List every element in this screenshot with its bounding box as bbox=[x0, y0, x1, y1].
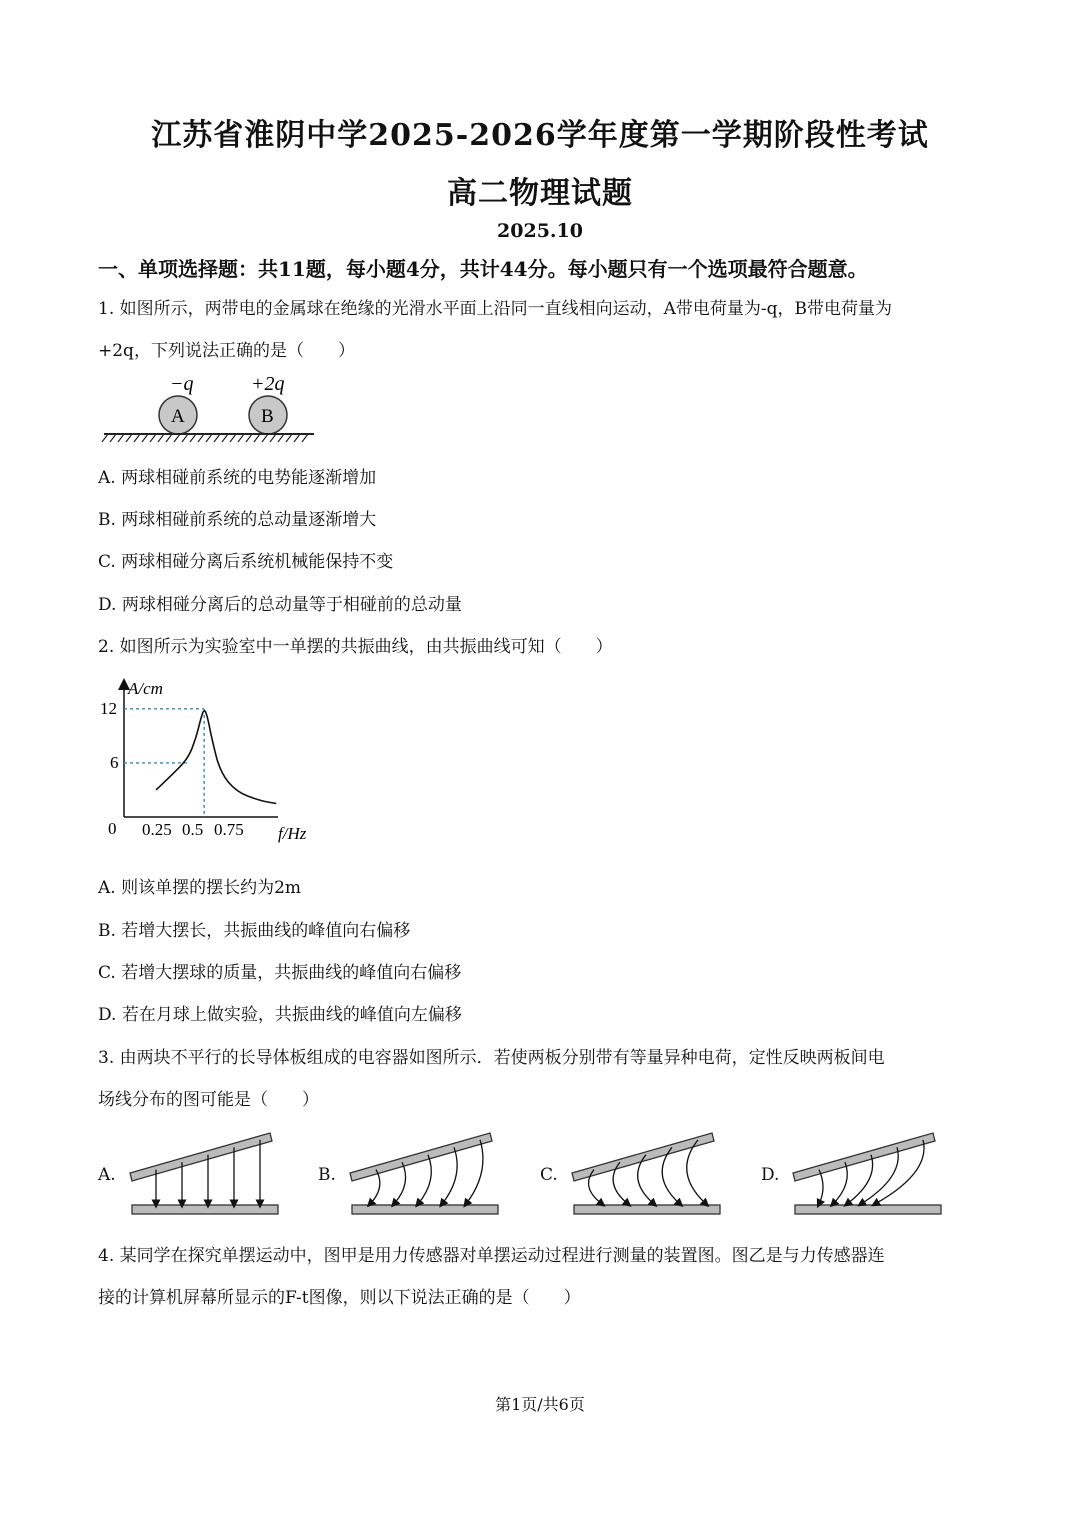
q3-figure-d bbox=[783, 1125, 953, 1220]
hatch-mark bbox=[118, 434, 124, 442]
x-axis-label: f/Hz bbox=[278, 824, 307, 843]
q2-option-d: D. 若在月球上做实验，共振曲线的峰值向左偏移 bbox=[98, 1005, 462, 1025]
ball-b-charge: +2q bbox=[251, 373, 285, 395]
ball-a-label: A bbox=[171, 406, 185, 427]
upper-plate bbox=[350, 1133, 492, 1181]
exam-date: 2025.10 bbox=[497, 220, 583, 242]
hatch-mark bbox=[190, 434, 196, 442]
q1-option-d: D. 两球相碰分离后的总动量等于相碰前的总动量 bbox=[98, 595, 462, 615]
lower-plate bbox=[795, 1205, 941, 1214]
hatch-mark bbox=[126, 434, 132, 442]
field-line bbox=[819, 1170, 823, 1204]
q3-figure-c bbox=[562, 1125, 732, 1220]
q4-text-line2: 接的计算机屏幕所显示的F-t图像，则以下说法正确的是（ ） bbox=[98, 1288, 581, 1308]
hatch-mark bbox=[294, 434, 300, 442]
hatch-mark bbox=[278, 434, 284, 442]
q3-option-d-label: D. bbox=[761, 1165, 780, 1185]
hatch-mark bbox=[286, 434, 292, 442]
field-line bbox=[662, 1147, 680, 1204]
q2-text-line1: 2. 如图所示为实验室中一单摆的共振曲线，由共振曲线可知（ ） bbox=[98, 637, 613, 657]
field-line bbox=[687, 1140, 706, 1204]
resonance-curve bbox=[156, 711, 276, 804]
hatch-mark bbox=[230, 434, 236, 442]
hatch-mark bbox=[134, 434, 140, 442]
hatch-mark bbox=[174, 434, 180, 442]
hatch-mark bbox=[166, 434, 172, 442]
hatch-mark bbox=[150, 434, 156, 442]
lower-plate bbox=[574, 1205, 720, 1214]
origin-label: 0 bbox=[108, 819, 117, 838]
hatch-mark bbox=[142, 434, 148, 442]
x-tick-label: 0.5 bbox=[182, 820, 204, 839]
q1-text-line1: 1. 如图所示，两带电的金属球在绝缘的光滑水平面上沿同一直线相向运动，A带电荷量为-q，B带电荷量为 bbox=[98, 299, 893, 319]
y-tick-label: 6 bbox=[110, 753, 119, 772]
q3-option-a-label: A. bbox=[98, 1165, 116, 1185]
q1-figure bbox=[98, 368, 328, 450]
q1-option-a: A. 两球相碰前系统的电势能逐渐增加 bbox=[98, 468, 377, 488]
ground-hatch bbox=[102, 434, 308, 442]
upper-plate bbox=[572, 1133, 714, 1181]
hatch-mark bbox=[102, 434, 108, 442]
y-tick-label: 12 bbox=[100, 699, 117, 718]
q4-text-line1: 4. 某同学在探究单摆运动中，图甲是用力传感器对单摆运动过程进行测量的装置图。图乙是与力传感器连 bbox=[98, 1246, 885, 1266]
resonance-chart bbox=[96, 672, 336, 847]
hatch-mark bbox=[246, 434, 252, 442]
q3-option-b-label: B. bbox=[318, 1165, 336, 1185]
q1-option-b: B. 两球相碰前系统的总动量逐渐增大 bbox=[98, 510, 377, 530]
section-heading: 一、单项选择题：共11题，每小题4分，共计44分。每小题只有一个选项最符合题意。 bbox=[98, 257, 868, 281]
field-line bbox=[442, 1147, 457, 1204]
page-number: 第1页/共6页 bbox=[495, 1395, 585, 1414]
y-axis-label: A/cm bbox=[128, 679, 163, 698]
hatch-mark bbox=[222, 434, 228, 442]
q3-text-line1: 3. 由两块不平行的长导体板组成的电容器如图所示．若使两板分别带有等量异种电荷，定性反映两板间电 bbox=[98, 1048, 885, 1068]
q3-text-line2: 场线分布的图可能是（ ） bbox=[98, 1090, 319, 1110]
lower-plate bbox=[132, 1205, 278, 1214]
x-tick-label: 0.75 bbox=[214, 820, 244, 839]
hatch-mark bbox=[302, 434, 308, 442]
field-line bbox=[613, 1162, 628, 1204]
exam-title: 江苏省淮阴中学2025-2026学年度第一学期阶段性考试 bbox=[151, 118, 929, 153]
hatch-mark bbox=[270, 434, 276, 442]
q2-option-c: C. 若增大摆球的质量，共振曲线的峰值向右偏移 bbox=[98, 963, 462, 983]
ball-b-label: B bbox=[261, 406, 274, 427]
exam-subtitle: 高二物理试题 bbox=[447, 176, 633, 211]
x-tick-label: 0.25 bbox=[142, 820, 172, 839]
hatch-mark bbox=[198, 434, 204, 442]
q3-figure-b bbox=[340, 1125, 510, 1220]
hatch-mark bbox=[262, 434, 268, 442]
chart-guides bbox=[124, 709, 204, 817]
upper-plate bbox=[130, 1133, 272, 1181]
hatch-mark bbox=[254, 434, 260, 442]
hatch-mark bbox=[238, 434, 244, 442]
hatch-mark bbox=[182, 434, 188, 442]
q1-option-c: C. 两球相碰分离后系统机械能保持不变 bbox=[98, 552, 394, 572]
hatch-mark bbox=[214, 434, 220, 442]
q2-option-b: B. 若增大摆长，共振曲线的峰值向右偏移 bbox=[98, 921, 411, 941]
q3-figure-a bbox=[120, 1125, 290, 1220]
hatch-mark bbox=[158, 434, 164, 442]
hatch-mark bbox=[110, 434, 116, 442]
q2-option-a: A. 则该单摆的摆长约为2m bbox=[98, 878, 302, 898]
field-line bbox=[466, 1140, 483, 1204]
q1-text-line2: +2q，下列说法正确的是（ ） bbox=[98, 341, 355, 361]
q3-option-c-label: C. bbox=[540, 1165, 558, 1185]
hatch-mark bbox=[206, 434, 212, 442]
lower-plate bbox=[352, 1205, 498, 1214]
ball-a-charge: −q bbox=[170, 373, 194, 395]
